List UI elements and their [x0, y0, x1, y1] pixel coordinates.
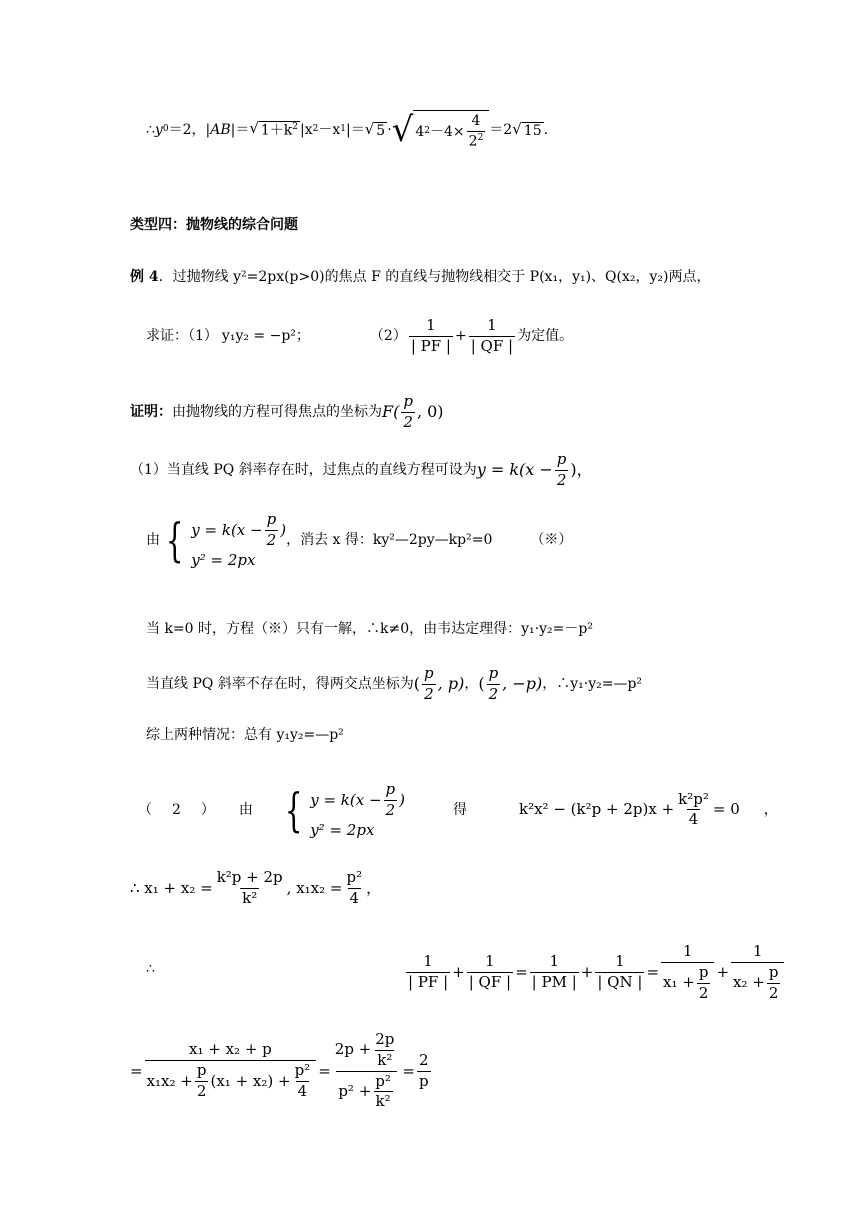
frac-1-over-pf: $\frac{1}{| PF |}$	[410, 316, 451, 355]
frac-4-over-2sq: $\frac{4}{2^2}$	[468, 113, 484, 150]
ab-var: AB	[210, 121, 231, 138]
therefore-symbol: ∴	[146, 121, 155, 138]
sqrt-inner: √ 4 2 －4× $\frac{4}{2^2}$	[392, 110, 490, 149]
part-2-line: （ 2 ） 由 { y = k(x − $\frac{p}{2}$ ) y² = 2px 得 k²x² − (k²p + 2p)x + $\frac{\text{k²p²}}{4}$ = 0 ，	[138, 780, 778, 839]
equation-system: { y = k(x − $\frac{p}{2}$ ) y² = 2px	[284, 780, 405, 839]
final-line: = x₁ + x₂ + p x₁x₂ + $\frac{p}{2}$ (x₁ + x₂) + $\frac{\text{p²}}{4}$ = 2p + $\frac{2p}{\text{k²}}$ p² + $\frac{\text{p²}}{\text{k²}}$ = $\frac{2}{p}$	[130, 1030, 429, 1111]
text: |x	[300, 121, 313, 138]
frac-final-2: 2p + $\frac{2p}{\text{k²}}$ p² + $\frac{\text{p²}}{\text{k²}}$	[333, 1032, 401, 1110]
example-text: ．过抛物线 y²=2px(p>0)的焦点 F 的直线与抛物线相交于 P(x₁，y₁)、Q(x₂，y₂)两点，	[158, 269, 711, 285]
therefore-marker: ∴	[146, 961, 155, 977]
frac-sum: $\frac{\text{k²p + 2p}}{\text{k²}}$	[216, 868, 283, 907]
equation-system: { y = k(x − $\frac{p}{2}$ ) y² = 2px	[165, 510, 287, 569]
system-1-line: 由 { y = k(x − $\frac{p}{2}$ ) y² = 2px ，消去 x 得：ky²—2py—kp²=0 （※）	[146, 510, 573, 569]
frac-p-over-2: $\frac{p}{2}$	[556, 450, 567, 489]
frac-product: $\frac{\text{p²}}{4}$	[346, 868, 363, 907]
sqrt-15: √ 15	[512, 119, 542, 139]
prove-line: 求证：（1） y₁y₂ = −p² ； （2） $\frac{1}{| PF |}$ + $\frac{1}{| QF |}$ 为定值。	[146, 316, 574, 355]
text: ＝2，|	[168, 121, 211, 138]
case-1-line: （1）当直线 PQ 斜率存在时，过焦点的直线方程可设为 y = k(x − $\frac{p}{2}$ )，	[130, 450, 593, 489]
sqrt-1-k2: √ $1+k^2$	[249, 119, 299, 139]
frac-p-over-2: $\frac{p}{2}$	[403, 392, 413, 431]
example-label: 例 4	[130, 269, 159, 285]
sqrt-5: √ 5	[364, 119, 386, 139]
text: －x	[318, 121, 341, 138]
frac-p-over-2: $\frac{p}{2}$	[424, 664, 434, 703]
text: ，消去 x 得：ky²—2py—kp²=0	[286, 531, 493, 548]
text: 为定值。	[517, 328, 574, 345]
claim-1: y₁y₂ = −p²	[221, 328, 296, 345]
case-vertical-line: 当直线 PQ 斜率不存在时，得两交点坐标为 ( $\frac{p}{2}$ , p) ， ( $\frac{p}{2}$ , −p) ，∴y₁·y₂=—p²	[146, 664, 643, 703]
text: |＝	[230, 121, 250, 138]
example-4	[130, 270, 710, 284]
text: |＝	[346, 121, 365, 138]
sum-line: $\frac{1}{| PF |}$ + $\frac{1}{| QF |}$ = $\frac{1}{| PM |}$ + $\frac{1}{| QN |}$ = 1 x₁ + $\frac{p}{2}$ + 1 x₂ + $\frac{p}{2}$	[404, 944, 786, 1001]
vieta-line: ∴ x₁ + x₂ = $\frac{\text{k²p + 2p}}{\text{k²}}$ , x₁x₂ = $\frac{\text{p²}}{4}$ ，	[130, 868, 382, 907]
proof-intro: 证明： 由抛物线的方程可得焦点的坐标为 F( $\frac{p}{2}$ , 0)	[130, 392, 444, 431]
summary-line: 综上两种情况：总有 y₁y₂=—p²	[146, 727, 344, 743]
frac-p-over-2: $\frac{p}{2}$	[488, 664, 499, 703]
frac-1-over-qf: $\frac{1}{| QF |}$	[470, 316, 514, 355]
y0-var: y	[154, 121, 163, 138]
text: （1）当直线 PQ 斜率存在时，过焦点的直线方程可设为	[130, 462, 477, 479]
ab-length-line: ∴ y 0 ＝2，| AB |＝ √ $1+k^2$ |x 2 －x 1 |＝ √ 5 · √ 4 2 －4× $\frac{4}{2^2}$ ＝2 √ 15 .	[146, 109, 549, 150]
frac-final-1: x₁ + x₂ + p x₁x₂ + $\frac{p}{2}$ (x₁ + x₂) + $\frac{\text{p²}}{4}$	[145, 1042, 317, 1099]
frac-k2p2-over-4: $\frac{\text{k²p²}}{4}$	[678, 789, 709, 829]
text: 证明：	[130, 404, 172, 421]
section-heading: 类型四：抛物线的综合问题	[130, 217, 298, 233]
text: 求证：（1）	[146, 328, 218, 345]
text: 当直线 PQ 斜率不存在时，得两交点坐标为	[146, 676, 414, 693]
frac-result: $\frac{2}{p}$	[419, 1050, 429, 1090]
k-zero-line: 当 k=0 时，方程（※）只有一解，∴k≠0，由韦达定理得：y₁·y₂=－p²	[146, 621, 593, 637]
text: 由抛物线的方程可得焦点的坐标为	[172, 404, 382, 421]
y0-sub: 0	[162, 124, 169, 135]
